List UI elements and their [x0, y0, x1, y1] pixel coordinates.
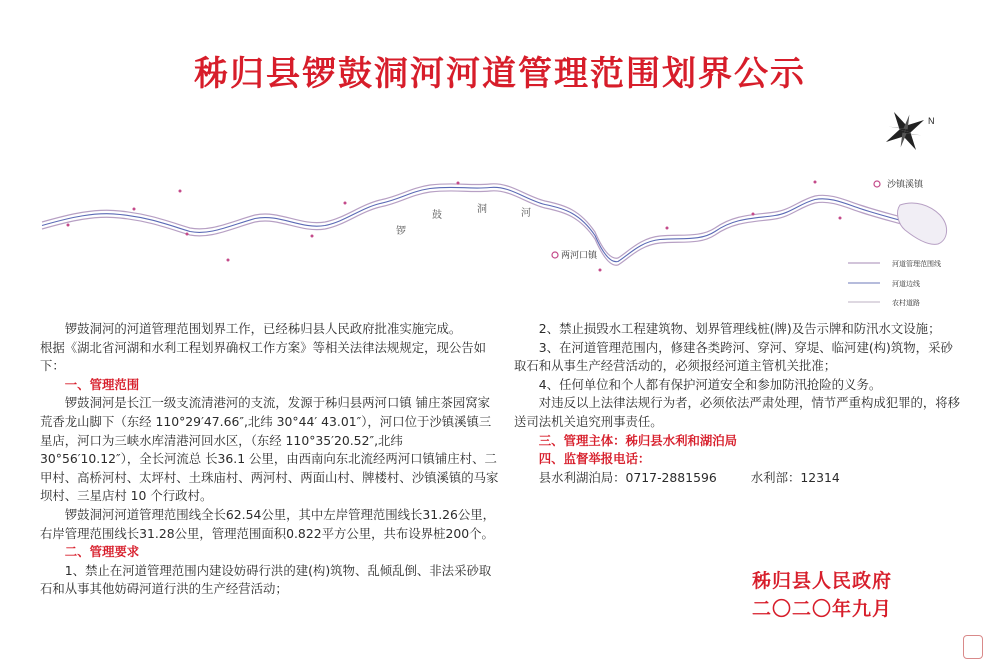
compass-icon — [875, 101, 935, 161]
river-name-char-3: 洞 — [477, 204, 487, 215]
notice-title: 秭归县锣鼓洞河河道管理范围划界公示 — [194, 54, 806, 94]
section-2-heading: 二、管理要求 — [64, 544, 140, 560]
issuing-organization: 秭归县人民政府 — [752, 570, 893, 592]
seal-stamp-icon — [963, 635, 983, 659]
legend-label-boundary: 河道管理范围线 — [892, 260, 941, 268]
notice-right-column — [514, 320, 962, 487]
section-3-heading: 三、管理主体：秭归县水利和湖泊局 — [538, 432, 738, 448]
shazhenxi-town-label: 沙镇溪镇 — [887, 180, 924, 190]
legend-label-edge: 河道边线 — [892, 280, 920, 288]
section-1-paragraph-2: 锣鼓洞河河道管理范围线全长62.54公里，其中左岸管理范围线长31.26公里，右岸管理范围线长31.28公里，管理范围面积0.822平方公里，共布设界桩200个。 — [40, 506, 496, 541]
hotline-row — [514, 469, 962, 488]
warning-paragraph: 对违反以上法律法规行为者，必须依法严肃处理，情节严重构成犯罪的，将移送司法机关追究刑事责任。 — [514, 395, 961, 429]
section-1-paragraph-1: 锣鼓洞河是长江一级支流清港河的支流，发源于秭归县两河口镇 铺庄茶园窝家荒香龙山脚下（东经 110°29′47.66″,北纬 30°44′ 43.01″），河口位于沙镇溪镇三星店，河口为三峡水库清港河回水区，（东经 110°35′20.52″,北纬30°56′10.12″），全长河流总 长36.1 公里，由西南向东北流经两河口镇铺庄村、二甲村、高桥河村、太坪村、土珠庙村、两河村、两面山村、牌楼村、沙镇溪镇的马家坝村、三星店村 10 个行政村。 — [40, 395, 499, 504]
section-1-heading: 一、管理范围 — [64, 376, 140, 392]
requirement-3: 3、在河道管理范围内，修建各类跨河、穿河、穿堤、临河建(构)筑物，采砂取石和从事生产经营活动的，必须报经河道主管机关批准； — [514, 339, 953, 374]
section-4-heading: 四、监督举报电话： — [538, 451, 651, 467]
lianghekou-town-label: 两河口镇 — [561, 251, 598, 261]
river-name-char-2: 鼓 — [432, 210, 442, 221]
intro-paragraph-1: 锣鼓洞河的河道管理范围划界工作，已经秭归县人民政府批准实施完成。 — [64, 321, 462, 336]
intro-paragraph-2: 根据《湖北省河湖和水利工程划界确权工作方案》等相关法律法规规定，现公告如下： — [40, 339, 487, 374]
management-boundary-line — [42, 184, 945, 258]
issue-date: 二〇二〇年九月 — [752, 598, 893, 620]
river-name-char-1: 锣 — [396, 226, 406, 237]
compass-north-label: N — [928, 116, 935, 126]
reservoir-area — [898, 203, 947, 244]
shazhenxi-town-marker — [874, 181, 880, 187]
map-legend — [848, 259, 941, 307]
ministry-hotline: 水利部：12314 — [750, 469, 840, 485]
requirement-1: 1、禁止在河道管理范围内建设妨碍行洪的建(构)筑物、乱倾乱倒、非法采砂取石和从事其他妨碍河道行洪的生产经营活动； — [40, 562, 492, 597]
requirement-4: 4、任何单位和个人都有保护河道安全和参加防汛抢险的义务。 — [538, 376, 882, 392]
legend-label-road: 农村道路 — [892, 299, 920, 307]
county-hotline: 县水利湖泊局：0717-2881596 — [538, 469, 717, 485]
notice-left-column — [40, 320, 500, 599]
lianghekou-town-marker — [552, 252, 558, 258]
river-map — [0, 0, 1000, 320]
river-name-char-4: 河 — [521, 208, 531, 219]
requirement-2: 2、禁止损毁水工程建筑物、划界管理线桩(牌)及告示牌和防汛水文设施； — [538, 321, 941, 336]
